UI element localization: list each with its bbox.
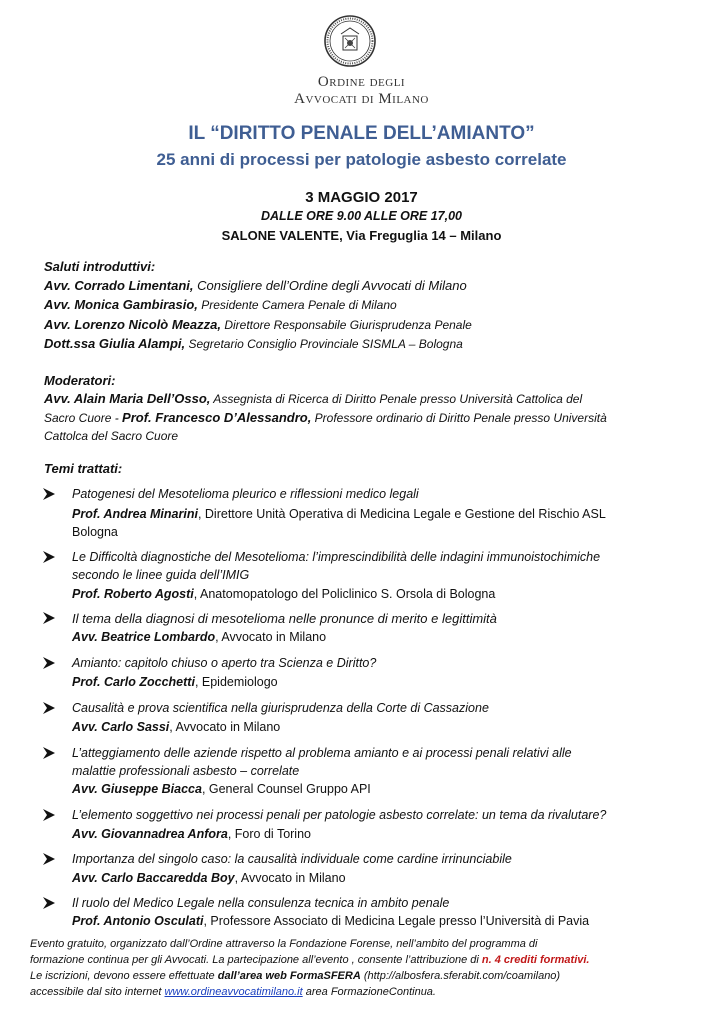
greeting-item — [44, 297, 397, 312]
arrow-bullet-icon — [42, 896, 56, 910]
speaker-name: Avv. Carlo Baccaredda Boy — [72, 871, 235, 885]
speaker-name: Prof. Roberto Agosti — [72, 587, 194, 601]
topic-speaker — [72, 630, 326, 644]
moderator-name: Prof. Francesco D’Alessandro, — [122, 410, 312, 425]
topic-speaker — [72, 782, 371, 796]
speaker-name: Avv. Carlo Sassi — [72, 720, 170, 734]
topic-title-cont: secondo le linee guida dell’IMIG — [72, 568, 250, 582]
arrow-bullet-icon — [42, 611, 56, 625]
speaker-name: Avv. Giuseppe Biacca — [72, 782, 202, 796]
speaker-name: Prof. Andrea Minarini — [72, 507, 198, 521]
topic-title: Il tema della diagnosi di mesotelioma nelle pronunce di merito e legittimità — [72, 611, 497, 626]
speaker-affiliation: , Foro di Torino — [227, 827, 311, 841]
formasfera-label: dall’area web FormaSFERA — [217, 970, 361, 982]
greeting-name: Avv. Monica Gambirasio, — [44, 297, 198, 312]
org-name-line2: Avvocati di Milano — [294, 91, 429, 107]
topic-speaker — [72, 827, 311, 841]
footer-line2 — [30, 954, 589, 966]
footer-text: area FormazioneContinua. — [302, 986, 436, 998]
topic-title: Importanza del singolo caso: la causalità individuale come cardine irrinunciabile — [72, 852, 512, 866]
arrow-bullet-icon — [42, 808, 56, 822]
greeting-role: Direttore Responsabile Giurisprudenza Penale — [221, 318, 472, 332]
moderators-heading: Moderatori: — [44, 373, 116, 388]
moderators-line3: Cattolca del Sacro Cuore — [44, 429, 179, 443]
footer-line4 — [30, 986, 436, 998]
speaker-affiliation: , Anatomopatologo del Policlinico S. Orsola di Bologna — [193, 587, 496, 601]
arrow-bullet-icon — [42, 701, 56, 715]
greeting-name: Avv. Lorenzo Nicolò Meazza, — [44, 317, 221, 332]
arrow-bullet-icon — [42, 487, 56, 501]
arrow-bullet-icon — [42, 550, 56, 564]
greeting-item — [44, 278, 467, 293]
topic-speaker — [72, 675, 278, 689]
greeting-role: Consigliere dell’Ordine degli Avvocati di Milano — [193, 278, 467, 293]
greeting-item — [44, 336, 463, 351]
speaker-affiliation: , Avvocato in Milano — [169, 720, 281, 734]
formasfera-url: (http://albosfera.sferabit.com/coamilano) — [360, 970, 561, 982]
speaker-affiliation: , Avvocato in Milano — [234, 871, 346, 885]
topic-title: Le Difficoltà diagnostiche del Mesotelioma: l’imprescindibilità delle indagini immunoistochimiche — [72, 550, 601, 564]
footer-line3 — [30, 970, 560, 982]
moderator-role: Professore ordinario di Diritto Penale presso Università — [311, 411, 607, 425]
event-date: 3 MAGGIO 2017 — [305, 189, 418, 206]
greeting-item — [44, 317, 472, 332]
speaker-affiliation: , Avvocato in Milano — [215, 630, 327, 644]
topic-title: L’atteggiamento delle aziende rispetto al problema amianto e ai processi penali relativi alle — [72, 746, 572, 760]
website-link[interactable]: www.ordineavvocatimilano.it — [164, 986, 303, 998]
topic-title: L’elemento soggettivo nei processi penali per patologie asbesto correlate: un tema da rivalutare? — [72, 808, 607, 822]
topics-heading: Temi trattati: — [44, 461, 123, 476]
topic-speaker — [72, 914, 589, 928]
speaker-affiliation: , Professore Associato di Medicina Legale presso l’Università di Pavia — [203, 914, 590, 928]
speaker-name: Avv. Beatrice Lombardo — [72, 630, 216, 644]
moderator-role: Assegnista di Ricerca di Diritto Penale presso Università Cattolica del — [210, 392, 583, 406]
moderators-line2 — [44, 410, 607, 425]
footer-text: accessibile dal sito internet — [30, 986, 165, 998]
speaker-name: Avv. Giovannadrea Anfora — [72, 827, 228, 841]
topic-speaker — [72, 871, 346, 885]
greeting-role: Segretario Consiglio Provinciale SISMLA – Bologna — [185, 337, 463, 351]
greeting-role: Presidente Camera Penale di Milano — [197, 298, 397, 312]
arrow-bullet-icon — [42, 852, 56, 866]
topic-title: Amianto: capitolo chiuso o aperto tra Scienza e Diritto? — [72, 656, 377, 670]
topic-title: Causalità e prova scientifica nella giurisprudenza della Corte di Cassazione — [72, 701, 489, 715]
footer-line1: Evento gratuito, organizzato dall’Ordine attraverso la Fondazione Forense, nell’ambito del programma di — [30, 938, 538, 950]
moderator-name: Avv. Alain Maria Dell’Osso, — [44, 391, 211, 406]
speaker-name: Prof. Carlo Zocchetti — [72, 675, 195, 689]
bar-association-seal-icon — [323, 14, 377, 68]
speaker-affiliation: , Epidemiologo — [194, 675, 278, 689]
speaker-affiliation: , General Counsel Gruppo API — [201, 782, 371, 796]
moderators-line1 — [44, 391, 582, 406]
greetings-heading: Saluti introduttivi: — [44, 259, 156, 274]
moderator-affiliation: Sacro Cuore - — [44, 411, 123, 425]
event-venue: SALONE VALENTE, Via Freguglia 14 – Milano — [221, 228, 502, 243]
speaker-affiliation: , Direttore Unità Operativa di Medicina Legale e Gestione del Rischio ASL — [197, 507, 606, 521]
topic-speaker — [72, 507, 606, 521]
topic-speaker — [72, 720, 280, 734]
event-hours: DALLE ORE 9.00 ALLE ORE 17,00 — [261, 209, 462, 223]
arrow-bullet-icon — [42, 656, 56, 670]
event-subtitle: 25 anni di processi per patologie asbesto correlate — [156, 150, 567, 169]
greeting-name: Avv. Corrado Limentani, — [44, 278, 194, 293]
credits-highlight: n. 4 crediti formativi. — [481, 954, 590, 966]
topic-title: Patogenesi del Mesotelioma pleurico e riflessioni medico legali — [72, 487, 419, 501]
footer-text: Le iscrizioni, devono essere effettuate — [30, 970, 218, 982]
speaker-name: Prof. Antonio Osculati — [72, 914, 204, 928]
footer-text: formazione continua per gli Avvocati. La partecipazione all’evento , consente l’attribuzione di — [30, 954, 482, 966]
speaker-affiliation-cont: Bologna — [72, 525, 118, 539]
topic-title: Il ruolo del Medico Legale nella consulenza tecnica in ambito penale — [72, 896, 450, 910]
topic-speaker — [72, 587, 495, 601]
arrow-bullet-icon — [42, 746, 56, 760]
topic-title-cont: malattie professionali asbesto – correlate — [72, 764, 300, 778]
org-name-line1: Ordine degli — [317, 74, 406, 90]
event-title: IL “DIRITTO PENALE DELL’AMIANTO” — [188, 123, 535, 144]
greeting-name: Dott.ssa Giulia Alampi, — [44, 336, 186, 351]
